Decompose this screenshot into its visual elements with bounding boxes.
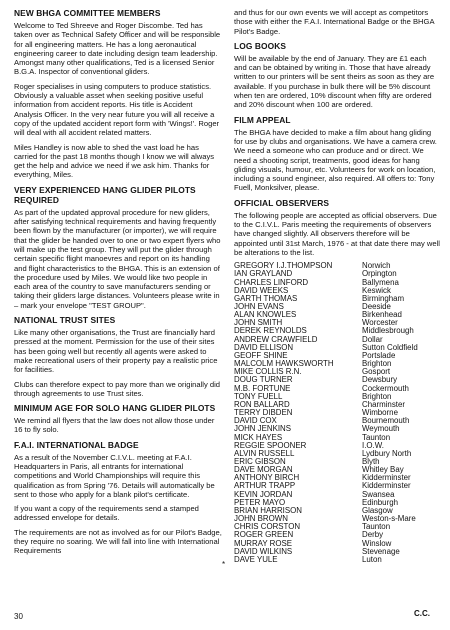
observer-name: KEVIN JORDAN xyxy=(234,489,293,499)
observers-heading: OFFICIAL OBSERVERS xyxy=(234,197,330,208)
observer-town: Swansea xyxy=(362,489,395,499)
observer-name: IAN GRAYLAND xyxy=(234,269,293,279)
left-column xyxy=(14,8,222,561)
observer-town: Bournemouth xyxy=(362,416,410,426)
committee-heading: NEW BHGA COMMITTEE MEMBERS xyxy=(14,8,161,18)
observer-town: Winslow xyxy=(362,538,392,548)
observer-town: Gosport xyxy=(362,367,391,377)
observer-name: BRIAN HARRISON xyxy=(234,505,302,515)
trust-section xyxy=(14,315,222,398)
observer-town: Wimborne xyxy=(362,408,398,418)
observer-name: DAVID WILKINS xyxy=(234,546,293,556)
observer-town: I.O.W. xyxy=(362,440,384,450)
observer-town: Taunton xyxy=(362,522,391,532)
observer-name: MALCOLM HAWKSWORTH xyxy=(234,359,334,369)
pilots-section xyxy=(14,185,222,310)
observer-name: ANDREW CRAWFIELD xyxy=(234,334,318,344)
trust-paragraph-1: Like many other organisations, the Trust are financially hard pressed at the moment. Permission for the use of their sites has been going well but recently all agents were asked to make recreational users of their property pay a realistic price for facilities. xyxy=(14,328,218,375)
observer-name: MIKE COLLIS R.N. xyxy=(234,367,302,377)
observer-town: Dewsbury xyxy=(362,375,398,385)
observer-name: JOHN JENKINS xyxy=(234,424,291,434)
observer-name: JOHN BROWN xyxy=(234,514,288,524)
observer-town: Blyth xyxy=(362,456,380,466)
observer-name: GARTH THOMAS xyxy=(234,293,298,303)
minimum-age-heading: MINIMUM AGE FOR SOLO HANG GLIDER PILOTS xyxy=(14,403,216,414)
observer-town: Portslade xyxy=(362,350,396,360)
observer-name: DAVID WEEKS xyxy=(234,285,289,295)
film-paragraph-1: The BHGA have decided to make a film about hang gliding for use by clubs and organisations. We have a camera crew. We need a someone who can produce and or direct. We need a shooting script, treatments, good ideas for hang gliding visuals, humour, etc. Volunteers for work on location, including a sound engineer, also required. All offers to: Tony Fuell, Monksilver, please. xyxy=(234,127,437,193)
observer-town: Birkenhead xyxy=(362,310,402,320)
observer-town: Derby xyxy=(362,530,384,540)
observer-name: CHRIS CORSTON xyxy=(234,522,301,532)
badge-paragraph-1: As a result of the November C.I.V.L. meeting at F.A.I. Headquarters in Paris, all entrants for international competitions and World Championships will require this qualification as from Spring '76. Details will automatically be sent to those who apply for a blank pilot's certificate. xyxy=(14,452,215,499)
observer-town: Keswick xyxy=(362,285,391,295)
badge-paragraph-3: The requirements are not as involved as for our Pilot's Badge, they require no soaring. We will fall into line with International Requirements xyxy=(14,527,222,556)
observer-town: Stevenage xyxy=(362,546,400,556)
committee-paragraph-3: Miles Handley is now able to shed the vast load he has carried for the past 18 months though I know we will always get the help and advice we need if we ask him. Thanks for everything, Miles. xyxy=(14,142,215,180)
observer-name: DAVID ELLISON xyxy=(234,342,294,352)
committee-paragraph-2: Roger specialises in using computers to produce statistics. Obviously a valuable asset when seeking positive useful information from accident reports. His title is Accident Analysis Officer. In the very near future you will all receive a copy of the updated accident report form with 'Wings!'. Roger will deal with all accident related matters. xyxy=(14,81,220,138)
observer-town: Weston-s-Mare xyxy=(362,514,416,524)
observer-town: Weymouth xyxy=(362,424,400,434)
margin-mark: * xyxy=(222,560,226,569)
observer-name: M.B. FORTUNE xyxy=(234,383,291,393)
committee-paragraph-1: Welcome to Ted Shreeve and Roger Discombe. Ted has taken over as Technical Safety Officer and will be responsible for all engineering matters. He has a long aeronautical engineering career to date including design team leadership. Amongst many other qualifications, Ted is a licensed Senior B.G.A. Inspector of conventional gliders. xyxy=(14,21,221,77)
list-item xyxy=(234,556,440,564)
observer-name: JOHN EVANS xyxy=(234,302,284,312)
observer-name: ANTHONY BIRCH xyxy=(234,473,300,483)
film-section xyxy=(234,115,440,193)
observer-name: ROGER GREEN xyxy=(234,530,294,540)
observer-name: GREGORY I.J.THOMPSON xyxy=(234,261,333,271)
observer-town: Luton xyxy=(362,554,382,564)
observer-name: TERRY DIBDEN xyxy=(234,408,293,418)
observer-name: PETER MAYO xyxy=(234,497,286,507)
observer-name: DAVE YULE xyxy=(234,554,278,564)
observer-town: Glasgow xyxy=(362,505,393,515)
pilots-heading: VERY EXPERIENCED HANG GLIDER PILOTS REQUIRED xyxy=(14,184,196,205)
observer-town: Edinburgh xyxy=(362,497,398,507)
logbooks-paragraph-1: Will be available by the end of January. They are £1 each and can be obtained by writing in. Those that have already written to our printers will be sent theirs as soon as they are available. If you purchase in bulk there will be 5% discount when ten are ordered, 10% discount when fifty are ordered and 20% discount when 100 are ordered. xyxy=(234,53,435,110)
observer-name: DAVID COX xyxy=(234,416,277,426)
observer-name: ALVIN RUSSELL xyxy=(234,448,295,458)
observers-paragraph-1: The following people are accepted as official observers. Due to the C.I.V.L. Paris meeting the requirements of observers have changed slightly. All observers therefore will be appointed until 31st March, 1976 - at that date there may well be alterations to the list. xyxy=(234,210,440,257)
observer-town: Norwich xyxy=(362,261,391,271)
observer-town: Charminster xyxy=(362,399,405,409)
pilots-paragraph-1: As part of the updated approval procedure for new gliders, after satisfying technical requirements and having frequently been flown by the manufacturer (or importer), we will require that the glider be handed over to one or two expert flyers who will make up the test group. They will put the glider through certain specific flight manoevres and report on its handling and flight characteristics to the BHGA. This is an extension of the procedure used by Miles. We would like two people in each area of the country to save manufacturers sending or taking their gliders large distances. Volunteers please write in – mark your envelope "TEST GROUP". xyxy=(14,207,221,310)
observer-town: Brighton xyxy=(362,391,392,401)
film-heading: FILM APPEAL xyxy=(234,114,291,125)
observer-town: Deeside xyxy=(362,302,391,312)
observer-name: ERIC GIBSON xyxy=(234,456,286,466)
badge-paragraph-2: If you want a copy of the requirements send a stamped addressed envelope for details. xyxy=(14,504,199,523)
observer-town: Dollar xyxy=(362,334,383,344)
logbooks-section xyxy=(234,41,440,110)
observer-town: Taunton xyxy=(362,432,391,442)
observer-town: Orpington xyxy=(362,269,397,279)
signoff-initials: C.C. xyxy=(414,609,430,618)
observer-town: Middlesbrough xyxy=(362,326,414,336)
right-column xyxy=(234,8,440,567)
observer-name: CHARLES LINFORD xyxy=(234,277,309,287)
badge-heading: F.A.I. INTERNATIONAL BADGE xyxy=(14,439,139,450)
logbooks-heading: LOG BOOKS xyxy=(234,40,287,51)
observer-name: JOHN SMITH xyxy=(234,318,283,328)
observers-list xyxy=(234,262,440,564)
observer-town: Kidderminster xyxy=(362,481,411,491)
observer-town: Birmingham xyxy=(362,293,405,303)
committee-section xyxy=(14,8,222,180)
observer-town: Worcester xyxy=(362,318,398,328)
badge-section xyxy=(14,440,222,556)
observer-name: DAVE MORGAN xyxy=(234,465,293,475)
observers-section xyxy=(234,198,440,564)
observer-name: MICK HAYES xyxy=(234,432,283,442)
observer-name: RON BALLARD xyxy=(234,399,290,409)
minimum-age-paragraph-1: We remind all flyers that the law does not allow those under 16 to fly solo. xyxy=(14,416,215,435)
page-number: 30 xyxy=(14,612,23,621)
observer-name: REGGIE SPOONER xyxy=(234,440,307,450)
observer-town: Sutton Coldfield xyxy=(362,342,418,352)
observer-name: GEOFF SHINE xyxy=(234,350,288,360)
observer-town: Kidderminster xyxy=(362,473,411,483)
minimum-age-section xyxy=(14,403,222,435)
observer-town: Whitley Bay xyxy=(362,465,404,475)
observer-town: Cockermouth xyxy=(362,383,409,393)
trust-heading: NATIONAL TRUST SITES xyxy=(14,315,116,326)
trust-paragraph-2: Clubs can therefore expect to pay more than we originally did through agreements to use Trust sites. xyxy=(14,379,220,398)
observer-name: DOUG TURNER xyxy=(234,375,293,385)
observer-town: Lydbury North xyxy=(362,448,412,458)
observer-town: Brighton xyxy=(362,359,392,369)
observer-name: DEREK REYNOLDS xyxy=(234,326,307,336)
observer-name: MURRAY ROSE xyxy=(234,538,293,548)
observer-town: Ballymena xyxy=(362,277,399,287)
observer-name: TONY FUELL xyxy=(234,391,283,401)
badge-continuation: and thus for our own events we will accept as competitors those with either the F.A.I. International Badge or the BHGA Pilot's Badge. xyxy=(234,8,435,36)
observer-name: ALAN KNOWLES xyxy=(234,310,297,320)
observer-name: ARTHUR TRAPP xyxy=(234,481,296,491)
